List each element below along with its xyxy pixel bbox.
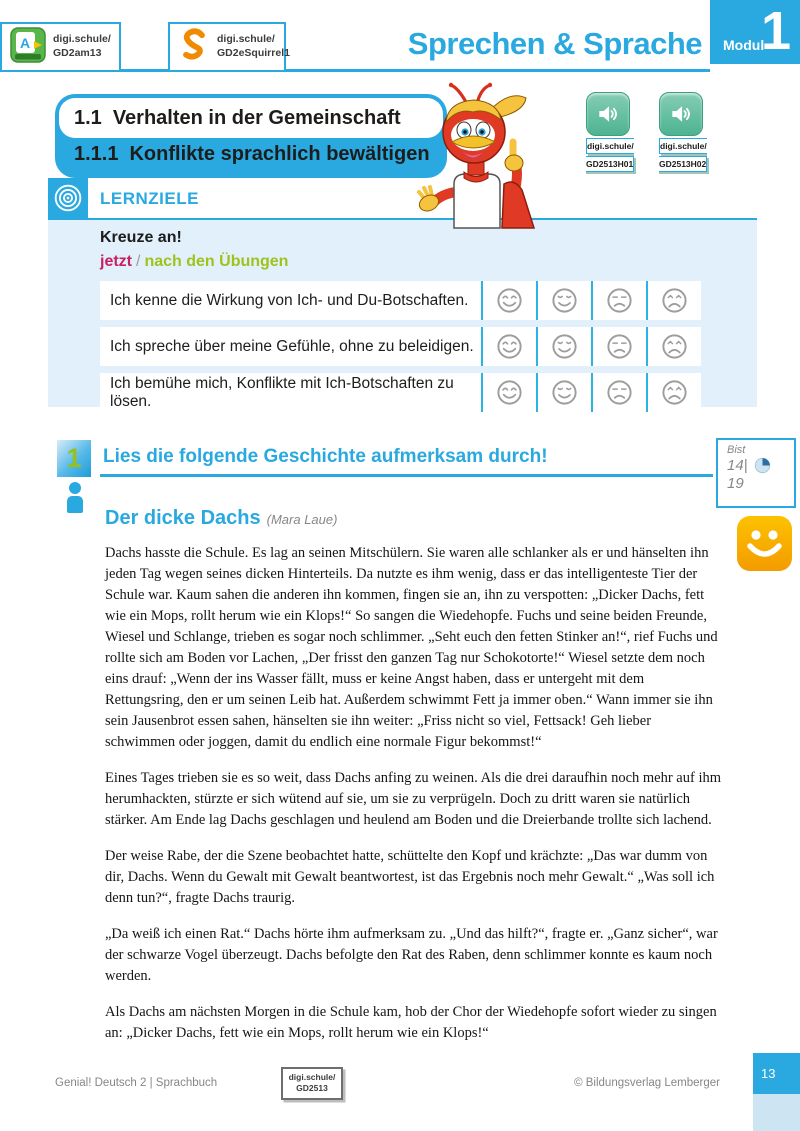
bist-label: Bist: [727, 444, 746, 456]
audio-link-2[interactable]: digi.schule/ GD2513H02: [659, 138, 707, 172]
table-row: [100, 373, 701, 412]
smiley-happy-cell[interactable]: [536, 327, 591, 366]
legend-nach-den-uebungen: nach den Übungen: [144, 253, 289, 270]
smiley-sad-cell[interactable]: [646, 373, 701, 412]
legend: [100, 253, 288, 271]
story-heading: [105, 507, 721, 530]
bist-pages-top: 14|: [727, 457, 748, 474]
module-badge: [710, 0, 800, 64]
smiley-very-happy-icon: [495, 332, 524, 361]
section-heading-2: 1.1.1 Konflikte sprachlich bewältigen: [74, 143, 430, 165]
chapter-title: Sprechen & Sprache: [407, 26, 702, 61]
audio-group-1: [586, 92, 646, 172]
statement-text: Ich kenne die Wirkung von Ich- und Du-Botschaften.: [110, 291, 469, 309]
smiley-unhappy-icon: [605, 378, 634, 407]
smiley-sad-cell[interactable]: [646, 327, 701, 366]
statement-text: Ich bemühe mich, Konflikte mit Ich-Botschaften zu lösen.: [110, 374, 454, 410]
smiley-very-happy-cell[interactable]: [481, 281, 536, 320]
table-row: [100, 327, 701, 366]
smiley-sad-icon: [660, 332, 689, 361]
footer-digi-link[interactable]: digi.schule/ GD2513: [281, 1067, 343, 1100]
smiley-happy-icon: [550, 332, 579, 361]
exercise-title: Lies die folgende Geschichte aufmerksam durch!: [103, 446, 548, 467]
smiley-sad-icon: [660, 286, 689, 315]
lernziele-target-icon: [48, 178, 88, 218]
audio-group-2: [659, 92, 719, 172]
module-label: Modul: [723, 37, 765, 53]
legend-separator: /: [136, 253, 141, 270]
smiley-unhappy-icon: [605, 332, 634, 361]
bist-pages-bottom: 19: [727, 475, 744, 492]
story-author: (Mara Laue): [266, 512, 338, 527]
story-paragraph: Der weise Rabe, der die Szene beobachtet hatte, schüttelte den Kopf und krächzte: „Das war dumm von dir, Dachs. Wenn du Gewalt mit Gewalt beantwortest, ist das Ergebnis noch mehr Gewalt.“ „Was soll ich denn tun?“, fragte Dachs traurig.: [105, 848, 715, 906]
smiley-very-happy-cell[interactable]: [481, 373, 536, 412]
table-row: [100, 281, 701, 320]
story-title: Der dicke Dachs: [105, 507, 261, 529]
lernziele-title: LERNZIELE: [100, 189, 199, 208]
smiley-very-happy-icon: [495, 286, 524, 315]
legend-jetzt: jetzt: [100, 253, 132, 270]
lernziele-table: [100, 281, 701, 419]
smiley-unhappy-icon: [605, 286, 634, 315]
pie-chart-icon: [754, 457, 771, 474]
story-paragraph: Als Dachs am nächsten Morgen in die Schule kam, hob der Chor der Wiedehopfe sofort wieder zu singen an: „Dicker Dachs, fett wie ein Mops, rollt herum wie ein Klops!“: [105, 1004, 717, 1041]
speaker-icon: [595, 101, 621, 127]
page-number-tab: 13: [753, 1053, 800, 1094]
story-paragraph: Eines Tages trieben sie es so weit, dass Dachs anfing zu weinen. Als die drei daraufhin noch mehr auf ihm herumhackten, stürzte er sich wütend auf sie, um sie zu verprügeln. Doch zu dritt waren sie natürlich stärker. Am Ende lag Dachs geschlagen und heulend am Boden und die Dreierbande trollte sich lachend.: [105, 770, 722, 828]
speaker-icon: [668, 101, 694, 127]
kreuze-an-prompt: Kreuze an!: [100, 229, 182, 246]
single-person-icon: [66, 482, 84, 518]
story-paragraph: Dachs hasste die Schule. Es lag an seinen Mitschülern. Sie waren alle schlanker als er und hänselten ihn jeden Tag wegen seines dicken Hinterteils. Da nutzte es ihm wenig, dass er das intelligenteste Tier der Schule war. Kaum sahen die anderen ihn kommen, fingen sie an, ihn zu verspotten: „Dicker Dachs, fett wie ein Mops, rollt herum wie ein Klops!“ So sangen die Wiedehopfe. Fuchs und seine beiden Freunde, Wiesel und Schlange, trieben es sogar noch schlimmer. „Seht euch den fetten Stinker an!“, rief Fuchs und rollte sich am Boden vor Lachen, „Der frisst den ganzen Tag nur Schokotorte!“ Wiesel setzte dem noch eins drauf: „Wenn der ins Wasser fällt, muss er keine Angst haben, dass er untergeht mit dem Rettungsring, den er um seinen Leib hat. Außerdem schwimmt Fett ja immer oben.“ Wann immer sie ihn sein Jausenbrot essen sahen, hänselten sie ihn weiter: „Friss nicht so viel, Fettsack! Geh lieber schwimmen oder joggen, damit du endlich eine normale Figur bekommst!“: [105, 545, 718, 750]
exercise-number-badge: 1: [57, 440, 91, 477]
worksheet-app-icon: [10, 27, 46, 68]
section-heading-1: 1.1 Verhalten in der Gemeinschaft: [59, 98, 443, 138]
smiley-very-happy-cell[interactable]: [481, 327, 536, 366]
smiley-happy-cell[interactable]: [536, 373, 591, 412]
exercise-underline: [100, 474, 713, 477]
smiley-unhappy-cell[interactable]: [591, 281, 646, 320]
story-section: [105, 507, 721, 1059]
page-edge-strip: [753, 1094, 800, 1131]
audio-play-button-1[interactable]: [586, 92, 630, 136]
audio-link-1[interactable]: digi.schule/ GD2513H01: [586, 138, 634, 172]
smiley-sad-icon: [660, 378, 689, 407]
header-divider: [55, 69, 710, 72]
audio-play-button-2[interactable]: [659, 92, 703, 136]
mood-smiley-icon: [737, 516, 792, 571]
smiley-sad-cell[interactable]: [646, 281, 701, 320]
bird-mascot-illustration: [412, 80, 550, 230]
smiley-unhappy-cell[interactable]: [591, 373, 646, 412]
smiley-happy-cell[interactable]: [536, 281, 591, 320]
smiley-unhappy-cell[interactable]: [591, 327, 646, 366]
smiley-happy-icon: [550, 378, 579, 407]
story-paragraph: „Da weiß ich einen Rat.“ Dachs hörte ihm aufmerksam zu. „Und das hilft?“, fragte er. „Ganz sicher“, war der schwarze Vogel überzeugt. Dachs befolgte den Rat des Raben, denn schlimmer konnte es kaum noch werden.: [105, 926, 718, 984]
statement-text: Ich spreche über meine Gefühle, ohne zu beleidigen.: [110, 337, 474, 355]
digi-link-label: digi.schule/ GD2am13: [53, 33, 111, 59]
digi-link-label: digi.schule/ GD2eSquirrel1: [217, 33, 290, 59]
smiley-very-happy-icon: [495, 378, 524, 407]
footer-book-title: Genial! Deutsch 2 | Sprachbuch: [55, 1077, 218, 1089]
digi-link-squirrel[interactable]: [168, 22, 290, 72]
squirrel-logo-icon: [178, 27, 210, 68]
section-heading-box: [55, 94, 447, 178]
footer-copyright: © Bildungsverlag Lemberger: [574, 1077, 720, 1089]
lernziele-panel: [48, 218, 757, 410]
svg-text:A: A: [20, 34, 31, 51]
module-number: 1: [760, 1, 791, 61]
smiley-happy-icon: [550, 286, 579, 315]
bist-reference-box: [716, 438, 796, 508]
digi-link-worksheet[interactable]: [0, 22, 121, 72]
